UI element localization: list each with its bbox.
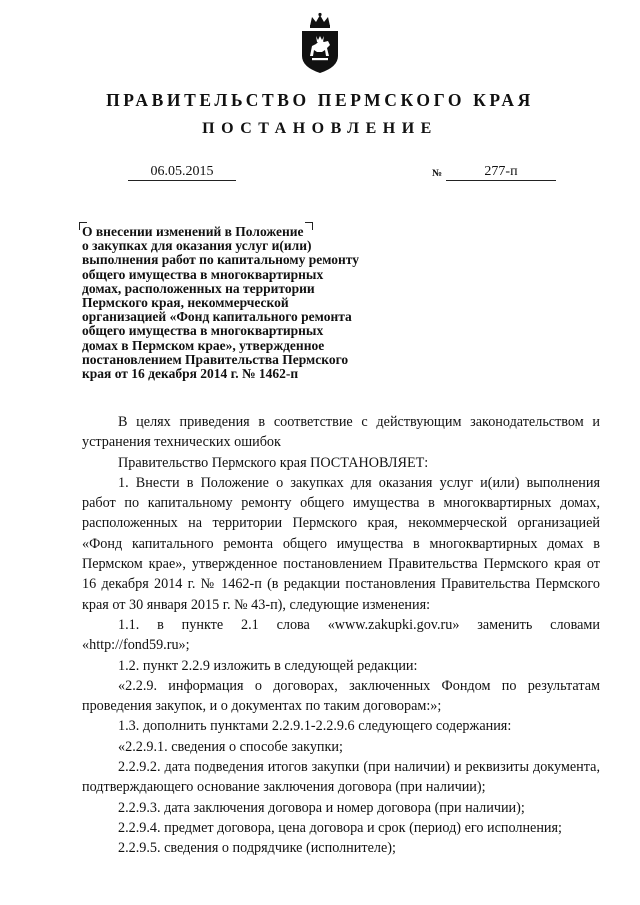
paragraph-clause-2-2-9: «2.2.9. информация о договорах, заключенных Фондом по результатам проведения закупок, и о документах по таким договорам:»; — [82, 677, 600, 715]
paragraph-resolves: Правительство Пермского края ПОСТАНОВЛЯЕТ: — [118, 454, 429, 471]
paragraph-item-1: 1. Внести в Положение о закупках для оказания услуг и(или) выполнения работ по капитальному ремонту общего имущества в многоквартирных домах, расположенных на территории Пермского края, некоммерческой организацией «Фонд капитального ремонта общего имущества в многоквартирных домах в Пермском крае», утвержденное постановлением Правительства Пермского края от 16 декабря 2014 г. № 1462-п (в редакции постановления Правительства Пермского края от 30 января 2015 г. № 43-п), следующие изменения: — [82, 474, 600, 613]
document-type: ПОСТАНОВЛЕНИЕ — [202, 120, 438, 137]
paragraph-item-1-2: 1.2. пункт 2.2.9 изложить в следующей редакции: — [118, 657, 418, 674]
crown-icon — [310, 13, 330, 28]
subject-line: организацией «Фонд капитального ремонта — [82, 309, 352, 325]
number-sign: № — [432, 168, 443, 179]
document-body — [82, 412, 600, 859]
subject-line: края от 16 декабря 2014 г. № 1462-п — [82, 366, 299, 382]
subject-line: домах, расположенных на территории — [82, 280, 315, 296]
paragraph-clause-2-2-9-3: 2.2.9.3. дата заключения договора и номер договора (при наличии); — [118, 799, 525, 816]
subject-line: выполнения работ по капитальному ремонту — [82, 252, 359, 268]
subject-line: Пермского края, некоммерческой — [82, 295, 289, 311]
subject-line: общего имущества в многоквартирных — [82, 266, 324, 282]
paragraph-clause-2-2-9-5: 2.2.9.5. сведения о подрядчике (исполнителе); — [118, 840, 396, 857]
government-title: ПРАВИТЕЛЬСТВО ПЕРМСКОГО КРАЯ — [106, 90, 534, 110]
shield-icon — [302, 31, 338, 73]
subject-line: общего имущества в многоквартирных — [82, 323, 324, 339]
document-number: 277-п — [446, 163, 556, 181]
subject-line: домах в Пермском крае», утвержденное — [82, 337, 325, 353]
paragraph-clause-2-2-9-1: «2.2.9.1. сведения о способе закупки; — [118, 738, 343, 755]
paragraph-item-1-3: 1.3. дополнить пунктами 2.2.9.1-2.2.9.6 следующего содержания: — [118, 718, 512, 735]
paragraph-clause-2-2-9-4: 2.2.9.4. предмет договора, цена договора и срок (период) его исполнения; — [118, 819, 562, 836]
paragraph-purpose: В целях приведения в соответствие с действующим законодательством и устранения технических ошибок — [82, 414, 600, 451]
subject-line: о закупках для оказания услуг и(или) — [82, 238, 312, 254]
subject-line: постановлением Правительства Пермского — [82, 351, 349, 367]
perm-krai-coat-of-arms-icon — [298, 12, 342, 74]
document-subject — [82, 225, 382, 381]
subject-line: О внесении изменений в Положение — [82, 224, 304, 239]
paragraph-item-1-1: 1.1. в пункте 2.1 слова «www.zakupki.gov.ru» заменить словами «http://fond59.ru»; — [82, 616, 600, 654]
paragraph-clause-2-2-9-2: 2.2.9.2. дата подведения итогов закупки (при наличии) и реквизиты документа, подтверждающего основание заключения договора (при наличии); — [82, 759, 600, 796]
document-date: 06.05.2015 — [128, 163, 236, 181]
